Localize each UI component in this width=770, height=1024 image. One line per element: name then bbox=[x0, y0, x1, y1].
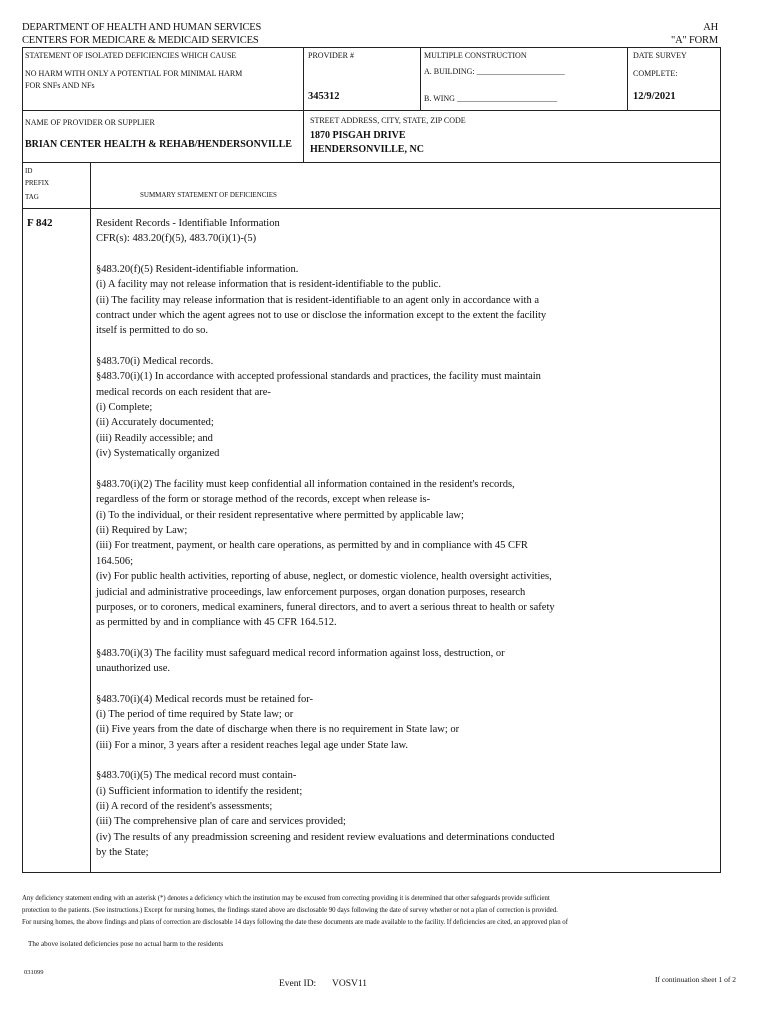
address-line-2: HENDERSONVILLE, NC bbox=[310, 144, 424, 155]
divider bbox=[22, 208, 721, 209]
disclaimer-line: protection to the patients. (See instructions.) Except for nursing homes, the findings stated above are disclosable 90 days following the date of survey whether or not a plan of correction is provided. bbox=[22, 907, 558, 914]
statement-label: STATEMENT OF ISOLATED DEFICIENCIES WHICH CAUSE bbox=[25, 51, 237, 60]
deficiency-title: Resident Records - Identifiable Information bbox=[96, 218, 280, 229]
paragraph: §483.70(i)(5) The medical record must contain- (i) Sufficient information to identify the resident; (ii) A record of the resident's assessments; (iii) The comprehensive plan of care and services provided; (iv) The results of any preadmission screening and resident review evaluations and determinations conducted by the State; bbox=[96, 770, 555, 859]
address-label: STREET ADDRESS, CITY, STATE, ZIP CODE bbox=[310, 116, 466, 125]
construction-label: MULTIPLE CONSTRUCTION bbox=[424, 51, 527, 60]
id-label: ID bbox=[25, 167, 33, 175]
divider bbox=[627, 47, 628, 110]
paragraph: §483.70(i)(4) Medical records must be retained for- (i) The period of time required by State law; or (ii) Five years from the date of discharge when there is no requirement in State law; or (iii) For a minor, 3 years after a resident reaches legal age under State law. bbox=[96, 693, 460, 751]
provider-name: BRIAN CENTER HEALTH & REHAB/HENDERSONVILLE bbox=[25, 139, 292, 150]
divider bbox=[303, 47, 304, 110]
provider-number-value: 345312 bbox=[308, 91, 340, 102]
form-code-ah: AH bbox=[703, 22, 718, 33]
divider bbox=[420, 47, 421, 110]
continuation-sheet: If continuation sheet 1 of 2 bbox=[654, 975, 736, 984]
paragraph: §483.70(i)(2) The facility must keep confidential all information contained in the resident's records, regardless of the form or storage method of the records, except when release is- (i) To the individual, or their resident representative where permitted by applicable law; (ii) Required by Law; (iii) For treatment, payment, or health care operations, as permitted by and in compliance with 45 CFR 164.506; (iv) For public health activities, reporting of abuse, neglect, or domestic violence, health oversight activities, judicial and administrative proceedings, law enforcement purposes, organ donation purposes, research purposes, or to coroners, medical examiners, funeral directors, and to avert a serious threat to health or safety as permitted by and in compliance with 45 CFR 164.512. bbox=[96, 478, 555, 629]
summary-label: SUMMARY STATEMENT OF DEFICIENCIES bbox=[140, 191, 277, 199]
date-survey-value: 12/9/2021 bbox=[633, 91, 676, 102]
form-number: 031099 bbox=[24, 969, 44, 976]
divider bbox=[90, 162, 91, 873]
date-complete-label: COMPLETE: bbox=[633, 69, 678, 78]
event-id-label: Event ID: bbox=[279, 979, 317, 989]
disclaimer-line: For nursing homes, the above findings and plans of correction are disclosable 14 days following the date these documents are made available to the facility. If deficiencies are cited, an approved plan of bbox=[22, 919, 568, 926]
provider-name-label: NAME OF PROVIDER OR SUPPLIER bbox=[25, 118, 155, 127]
building-label: A. BUILDING: ______________________ bbox=[424, 67, 565, 76]
address-line-1: 1870 PISGAH DRIVE bbox=[310, 130, 406, 141]
paragraph: §483.70(i) Medical records. §483.70(i)(1) In accordance with accepted professional standards and practices, the facility must maintain medical records on each resident that are- (i) Complete; (ii) Accurately documented; (iii) Readily accessible; and (iv) Systematically organized bbox=[96, 355, 541, 460]
provider-number-label: PROVIDER # bbox=[308, 51, 355, 60]
paragraph: §483.70(i)(3) The facility must safeguard medical record information against loss, destruction, or unauthorized use. bbox=[96, 647, 505, 675]
department-title: DEPARTMENT OF HEALTH AND HUMAN SERVICES bbox=[22, 22, 262, 33]
divider bbox=[22, 110, 721, 111]
event-id-value: VOSV11 bbox=[332, 979, 368, 989]
date-survey-label: DATE SURVEY bbox=[633, 51, 687, 60]
deficiency-body bbox=[96, 216, 716, 861]
divider bbox=[303, 110, 304, 162]
tag-label: TAG bbox=[25, 193, 39, 201]
paragraph: §483.20(f)(5) Resident-identifiable information. (i) A facility may not release information that is resident-identifiable to the public. (ii) The facility may release information that is resident-identifiable to an agent only in accordance with a contract under which the agent agrees not to use or disclose the information except to the extent the facility itself is permitted to do so. bbox=[96, 263, 547, 337]
prefix-label: PREFIX bbox=[25, 179, 50, 187]
harm-label-2: FOR SNFs AND NFs bbox=[25, 81, 95, 90]
deficiency-tag: F 842 bbox=[27, 217, 53, 229]
disclaimer-line: Any deficiency statement ending with an asterisk (*) denotes a deficiency which the institution may be excused from correcting providing it is determined that other safeguards provide sufficient bbox=[22, 895, 550, 902]
form-type: "A" FORM bbox=[671, 35, 718, 46]
wing-label: B. WING _________________________ bbox=[424, 94, 557, 103]
deficiency-cfr: CFR(s): 483.20(f)(5), 483.70(i)(1)-(5) bbox=[96, 233, 257, 245]
disclaimer bbox=[22, 893, 732, 929]
centers-title: CENTERS FOR MEDICARE & MEDICAID SERVICES bbox=[22, 35, 259, 46]
divider bbox=[22, 162, 721, 163]
harm-note: The above isolated deficiencies pose no actual harm to the residents bbox=[28, 940, 224, 948]
harm-label-1: NO HARM WITH ONLY A POTENTIAL FOR MINIMAL HARM bbox=[25, 69, 243, 78]
